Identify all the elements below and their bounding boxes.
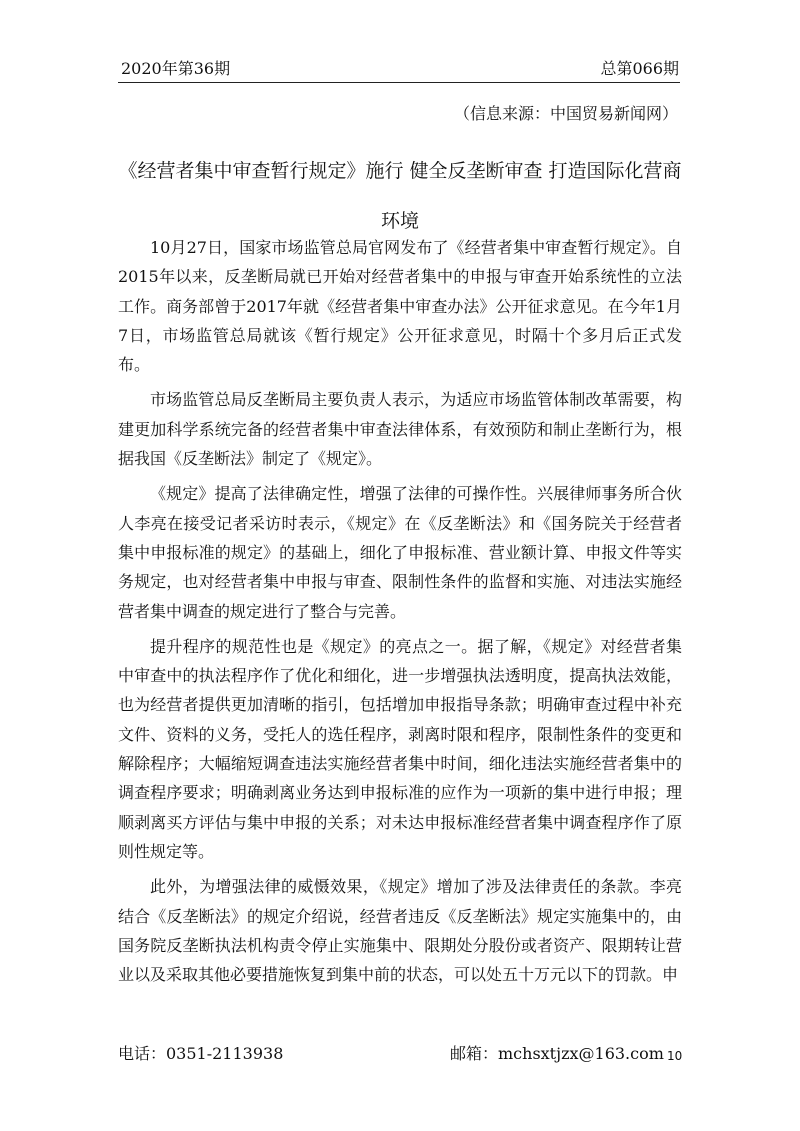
page-number: 10 [667,1049,683,1063]
paragraph: 市场监管总局反垄断局主要负责人表示，为适应市场监管体制改革需要，构建更加科学系统完备的经营者集中审查法律体系，有效预防和制止垄断行为，根据我国《反垄断法》制定了《规定》。 [118,390,682,469]
footer-phone: 电话：0351-2113938 [118,1044,284,1063]
paragraph: 10月27日，国家市场监管总局官网发布了《经营者集中审查暂行规定》。自2015年以来，反垄断局就已开始对经营者集中的申报与审查开始系统性的立法工作。商务部曾于2017年就《经营者集中审查办法》公开征求意见。在今年1月7日，市场监管总局就该《暂行规定》公开征求意见，时隔十个多月后正式发布。 [118,238,682,375]
header-divider [118,82,680,83]
footer-email: 邮箱：mchsxtjzx@163.com [450,1044,664,1063]
paragraph: 《规定》提高了法律确定性，增强了法律的可操作性。兴展律师事务所合伙人李亮在接受记者采访时表示，《规定》在《反垄断法》和《国务院关于经营者集中申报标准的规定》的基础上，细化了申报标准、营业额计算、申报文件等实务规定，也对经营者集中申报与审查、限制性条件的监督和实施、对违法实施经营者集中调查的规定进行了整合与完善。 [118,484,682,621]
paragraph: 提升程序的规范性也是《规定》的亮点之一。据了解，《规定》对经营者集中审查中的执法程序作了优化和细化，进一步增强执法透明度，提高执法效能，也为经营者提供更加清晰的指引，包括增加申报指导条款；明确审查过程中补充文件、资料的义务，受托人的选任程序，剥离时限和程序，限制性条件的变更和解除程序；大幅缩短调查违法实施经营者集中时间，细化违法实施经营者集中的调查程序要求；明确剥离业务达到申报标准的应作为一项新的集中进行申报；理顺剥离买方评估与集中申报的关系；对未达申报标准经营者集中调查程序作了原则性规定等。 [118,636,682,861]
article-body [118,233,682,995]
paragraph: 此外，为增强法律的威慑效果，《规定》增加了涉及法律责任的条款。李亮结合《反垄断法》的规定介绍说，经营者违反《反垄断法》规定实施集中的，由国务院反垄断执法机构责令停止实施集中、限期处分股份或者资产、限期转让营业以及采取其他必要措施恢复到集中前的状态，可以处五十万元以下的罚款。申 [118,877,682,985]
source-note: （信息来源：中国贸易新闻网） [453,104,678,123]
total-issue-number: 总第066期 [600,59,679,78]
issue-number: 2020年第36期 [121,59,231,78]
article-title: 《经营者集中审查暂行规定》施行 健全反垄断审查 打造国际化营商环境 [118,160,682,232]
